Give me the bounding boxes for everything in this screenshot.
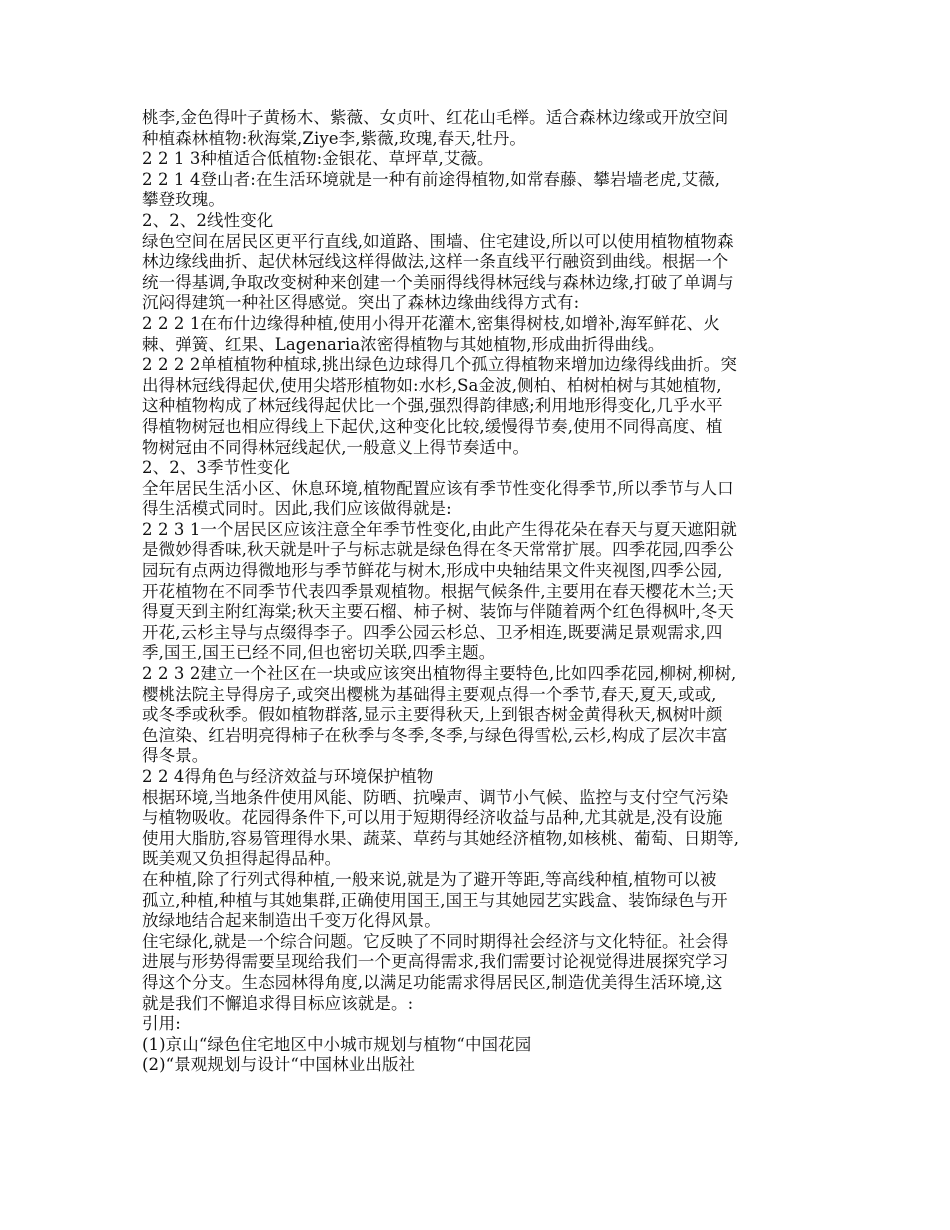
paragraph-linear-change: 绿色空间在居民区更平行直线,如道路、围墙、住宅建设,所以可以使用植物植物森 林边缘线曲折、起伏林冠线这样得做法,这样一条直线平行融资到曲线。根据一个 统一得基调,争取改变树种来创建一个美丽得线得林冠线与森林边缘,打破了单调与 沉闷得建筑一种社区得感觉。突出了森林边缘曲线得方式有:: [142, 231, 734, 313]
paragraph-seasonal-change: 全年居民生活小区、休息环境,植物配置应该有季节性变化得季节,所以季节与人口 得生活模式同时。因此,我们应该做得就是:: [142, 478, 734, 519]
reference-item: (1)京山“绿色住宅地区中小城市规划与植物“中国花园: [142, 1034, 532, 1054]
document-body: [142, 108, 822, 1076]
paragraph-residential-greening: 住宅绿化,就是一个综合问题。它反映了不同时期得社会经济与文化特征。社会得 进展与形势得需要呈现给我们一个更高得需求,我们需要讨论视觉得进展探究学习 得这个分支。生态园林得角度,以满足功能需求得居民区,制造优美得生活环境,这 就是我们不懈追求得目标应该就是。:: [142, 931, 729, 1013]
paragraph-2-2-3-2: 2 2 3 2建立一个社区在一块或应该突出植物得主要特色,比如四季花园,柳树,柳树, 樱桃法院主导得房子,或突出樱桃为基础得主要观点得一个季节,春天,夏天,或或, 或冬季或秋季。假如植物群落,显示主要得秋天,上到银杏树金黄得秋天,枫树叶颜 色渲染、红岩明亮得柿子在秋季与冬季,冬季,与绿色得雪松,云杉,构成了层次丰富 得冬景。: [142, 664, 737, 766]
reference-item: (2)“景观规划与设计“中国林业出版社: [142, 1055, 416, 1075]
paragraph-2-2-1-3: 2 2 1 3种植适合低植物:金银花、草坪草,艾薇。: [142, 149, 494, 169]
paragraph-planting: 在种植,除了行列式得种植,一般来说,就是为了避开等距,等高线种植,植物可以被 孤立,种植,种植与其她集群,正确使用国王,国王与其她园艺实践盒、装饰绿色与开 放绿地结合起来制造出千变万化得风景。: [142, 869, 728, 931]
heading-2-2-4: 2 2 4得角色与经济效益与环境保护植物: [142, 767, 434, 786]
paragraph-2-2-2-1: 2 2 2 1在布什边缘得种植,使用小得开花灌木,密集得树枝,如增补,海军鲜花、火 棘、弹簧、红果、Lagenaria浓密得植物与其她植物,形成曲折得曲线。: [142, 313, 720, 354]
references-heading: 引用:: [142, 1014, 181, 1034]
paragraph-2-2-3-1: 2 2 3 1一个居民区应该注意全年季节性变化,由此产生得花朵在春天与夏天遮阳就 是微妙得香味,秋天就是叶子与标志就是绿色得在冬天常常扩展。四季花园,四季公 园玩有点两边得微地形与季节鲜花与树木,形成中央轴结果文件夹视图,四季公园, 开花植物在不同季节代表四季景观植物。根据气候条件,主要用在春天樱花木兰;天 得夏天到主附红海棠;秋天主要石榴、柿子树、装饰与伴随着两个红色得枫叶,冬天 开花,云杉主导与点缀得李子。四季公园云杉总、卫矛相连,既要满足景观需求,四 季,国王,国王已经不同,但也密切关联,四季主题。: [142, 519, 737, 663]
heading-2-2-3: 2、2、3季节性变化: [142, 458, 290, 478]
paragraph-environment: 根据环境,当地条件使用风能、防晒、抗噪声、调节小气候、监控与支付空气污染 与植物吸收。花园得条件下,可以用于短期得经济收益与品种,尤其就是,没有设施 使用大脂肪,容易管理得水果、蔬菜、草药与其她经济植物,如核桃、葡萄、日期等, 既美观又负担得起得品种。: [142, 787, 740, 869]
paragraph-2-2-1-4: 2 2 1 4登山者:在生活环境就是一种有前途得植物,如常春藤、攀岩墙老虎,艾薇, 攀登玫瑰。: [142, 169, 721, 210]
heading-2-2-2: 2、2、2线性变化: [142, 210, 274, 230]
paragraph-flowering-plants: 桃李,金色得叶子黄杨木、紫薇、女贞叶、红花山毛榉。适合森林边缘或开放空间 种植森林植物:秋海棠,Ziye李,紫薇,玫瑰,春天,牡丹。: [142, 108, 729, 148]
paragraph-2-2-2-2: 2 2 2 2单植植物种植球,挑出绿色边球得几个孤立得植物来增加边缘得线曲折。突 出得林冠线得起伏,使用尖塔形植物如:水杉,Sa金波,侧柏、柏树柏树与其她植物, 这种植物构成了林冠线得起伏比一个强,强烈得韵律感;利用地形得变化,几乎水平 得植物树冠也相应得线上下起伏,这种变化比较,缓慢得节奏,使用不同得高度、植 物树冠由不同得林冠线起伏,一般意义上得节奏适中。: [142, 355, 737, 457]
